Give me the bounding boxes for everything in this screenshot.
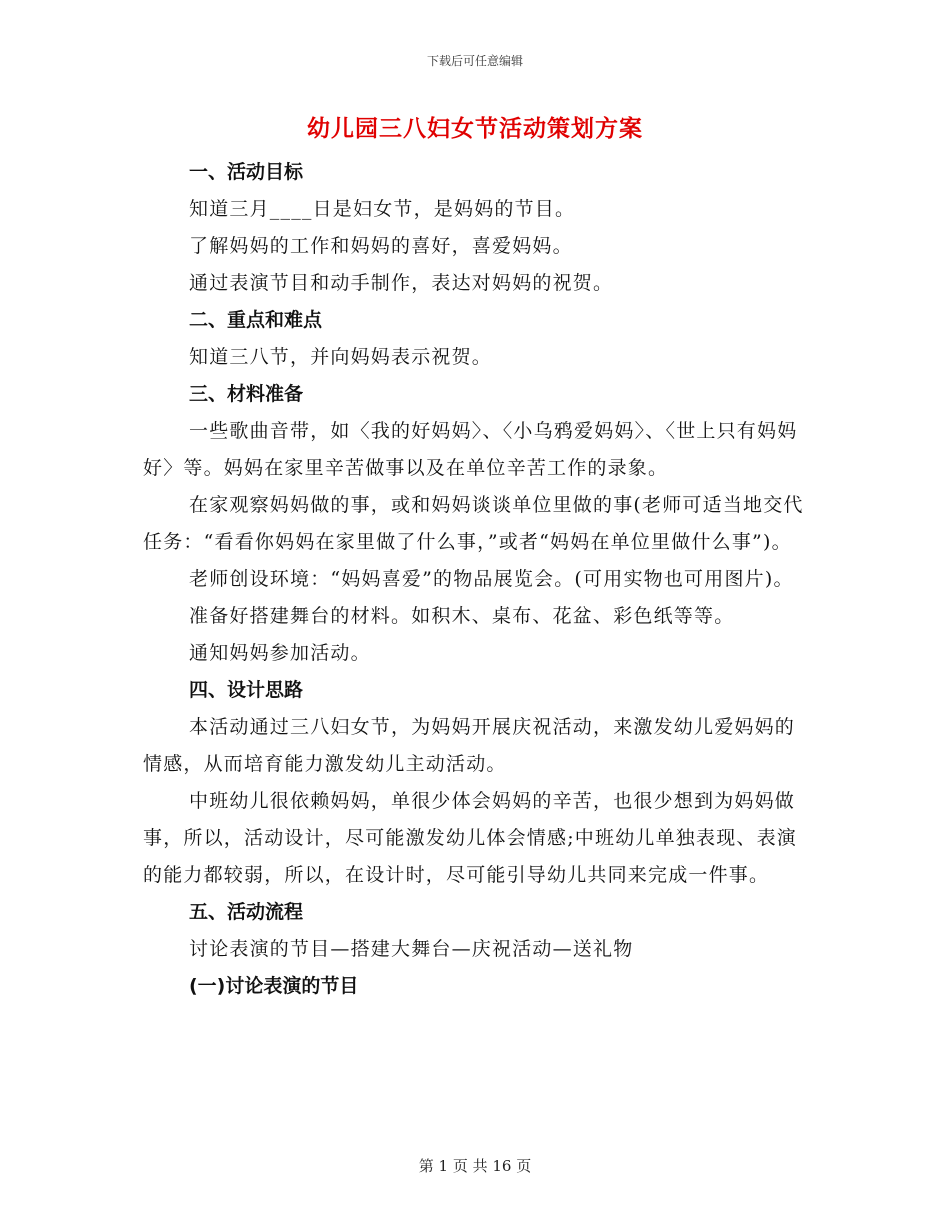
section-heading: 一、活动目标 (189, 161, 304, 183)
paragraph: 知道三月____日是妇女节，是妈妈的节目。 (189, 198, 576, 220)
page-header-note: 下载后可任意编辑 (426, 54, 523, 68)
document-body (143, 154, 808, 1005)
page-number: 第 1 页 共 16 页 (418, 1157, 532, 1175)
section-heading: 五、活动流程 (189, 901, 304, 923)
paragraph: 通知妈妈参加活动。 (189, 642, 371, 664)
section-heading: 三、材料准备 (189, 383, 304, 405)
section-heading: 二、重点和难点 (189, 309, 323, 331)
paragraph: 在家观察妈妈做的事，或和妈妈谈谈单位里做的事(老师可适当地交代任务：“看看你妈妈在家里做了什么事，”或者“妈妈在单位里做什么事”)。 (143, 494, 804, 553)
paragraph: 老师创设环境：“妈妈喜爱”的物品展览会。(可用实物也可用图片)。 (189, 568, 794, 590)
paragraph: 讨论表演的节目—搭建大舞台—庆祝活动—送礼物 (189, 938, 634, 960)
paragraph: 通过表演节目和动手制作，表达对妈妈的祝贺。 (189, 272, 614, 294)
document-title: 幼儿园三八妇女节活动策划方案 (307, 116, 643, 142)
section-heading: 四、设计思路 (189, 679, 304, 701)
paragraph: 知道三八节，并向妈妈表示祝贺。 (189, 346, 493, 368)
paragraph: 中班幼儿很依赖妈妈，单很少体会妈妈的辛苦，也很少想到为妈妈做事，所以，活动设计，尽可能激发幼儿体会情感;中班幼儿单独表现、表演的能力都较弱，所以，在设计时，尽可能引导幼儿共同来完成一件事。 (143, 790, 798, 886)
subsection-heading: (一)讨论表演的节目 (189, 975, 359, 997)
paragraph: 本活动通过三八妇女节，为妈妈开展庆祝活动，来激发幼儿爱妈妈的情感，从而培育能力激发幼儿主动活动。 (143, 716, 796, 775)
paragraph: 一些歌曲音带，如〈我的好妈妈〉、〈小乌鸦爱妈妈〉、〈世上只有妈妈好〉等。妈妈在家里辛苦做事以及在单位辛苦工作的录象。 (143, 420, 798, 479)
paragraph: 了解妈妈的工作和妈妈的喜好，喜爱妈妈。 (189, 235, 573, 257)
paragraph: 准备好搭建舞台的材料。如积木、桌布、花盆、彩色纸等等。 (189, 605, 735, 627)
